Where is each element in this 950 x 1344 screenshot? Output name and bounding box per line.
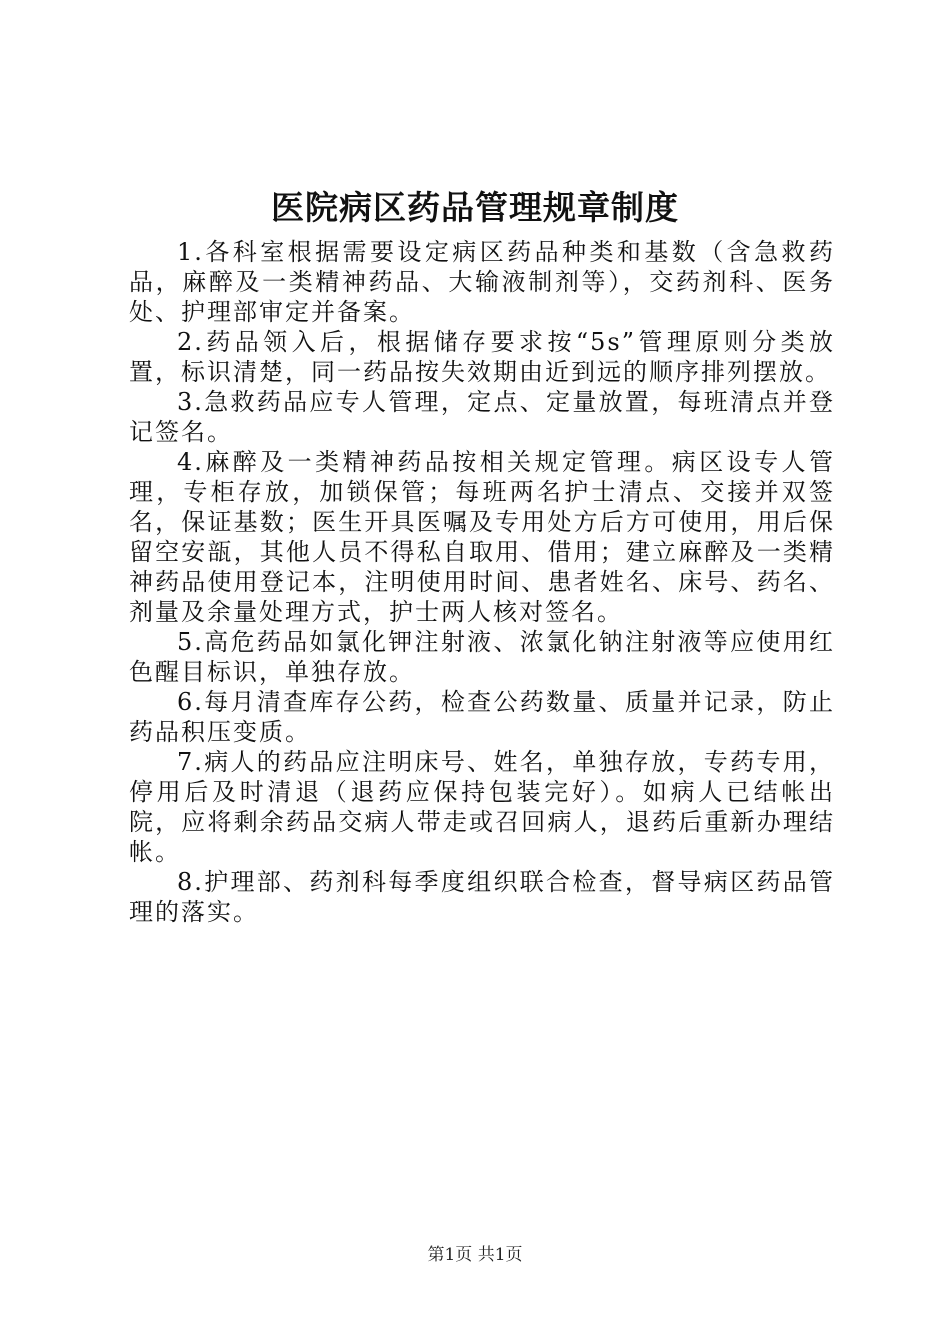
rule-paragraph-5: 5.高危药品如氯化钾注射液、浓氯化钠注射液等应使用红色醒目标识，单独存放。 bbox=[129, 628, 835, 686]
page-footer: 第1页 共1页 bbox=[427, 1245, 523, 1265]
rule-paragraph-4: 4.麻醉及一类精神药品按相关规定管理。病区设专人管理，专柜存放，加锁保管；每班两名护士清点、交接并双签名，保证基数；医生开具医嘱及专用处方后方可使用，用后保留空安瓿，其他人员不得私自取用、借用；建立麻醉及一类精神药品使用登记本，注明使用时间、患者姓名、床号、药名、剂量及余量处理方式，护士两人核对签名。 bbox=[129, 448, 835, 626]
document-title: 医院病区药品管理规章制度 bbox=[271, 188, 679, 227]
rule-paragraph-1: 1.各科室根据需要设定病区药品种类和基数（含急救药品，麻醉及一类精神药品、大输液制剂等），交药剂科、医务处、护理部审定并备案。 bbox=[129, 238, 835, 326]
rule-paragraph-3: 3.急救药品应专人管理，定点、定量放置，每班清点并登记签名。 bbox=[129, 388, 835, 446]
document-body bbox=[129, 237, 835, 927]
rule-paragraph-2: 2.药品领入后，根据储存要求按“5s”管理原则分类放置，标识清楚，同一药品按失效期由近到远的顺序排列摆放。 bbox=[129, 328, 835, 386]
rule-paragraph-8: 8.护理部、药剂科每季度组织联合检查，督导病区药品管理的落实。 bbox=[129, 868, 835, 926]
rule-paragraph-6: 6.每月清查库存公药，检查公药数量、质量并记录，防止药品积压变质。 bbox=[129, 688, 835, 746]
rule-paragraph-7: 7.病人的药品应注明床号、姓名，单独存放，专药专用，停用后及时清退（退药应保持包装完好）。如病人已结帐出院，应将剩余药品交病人带走或召回病人，退药后重新办理结帐。 bbox=[129, 748, 835, 866]
